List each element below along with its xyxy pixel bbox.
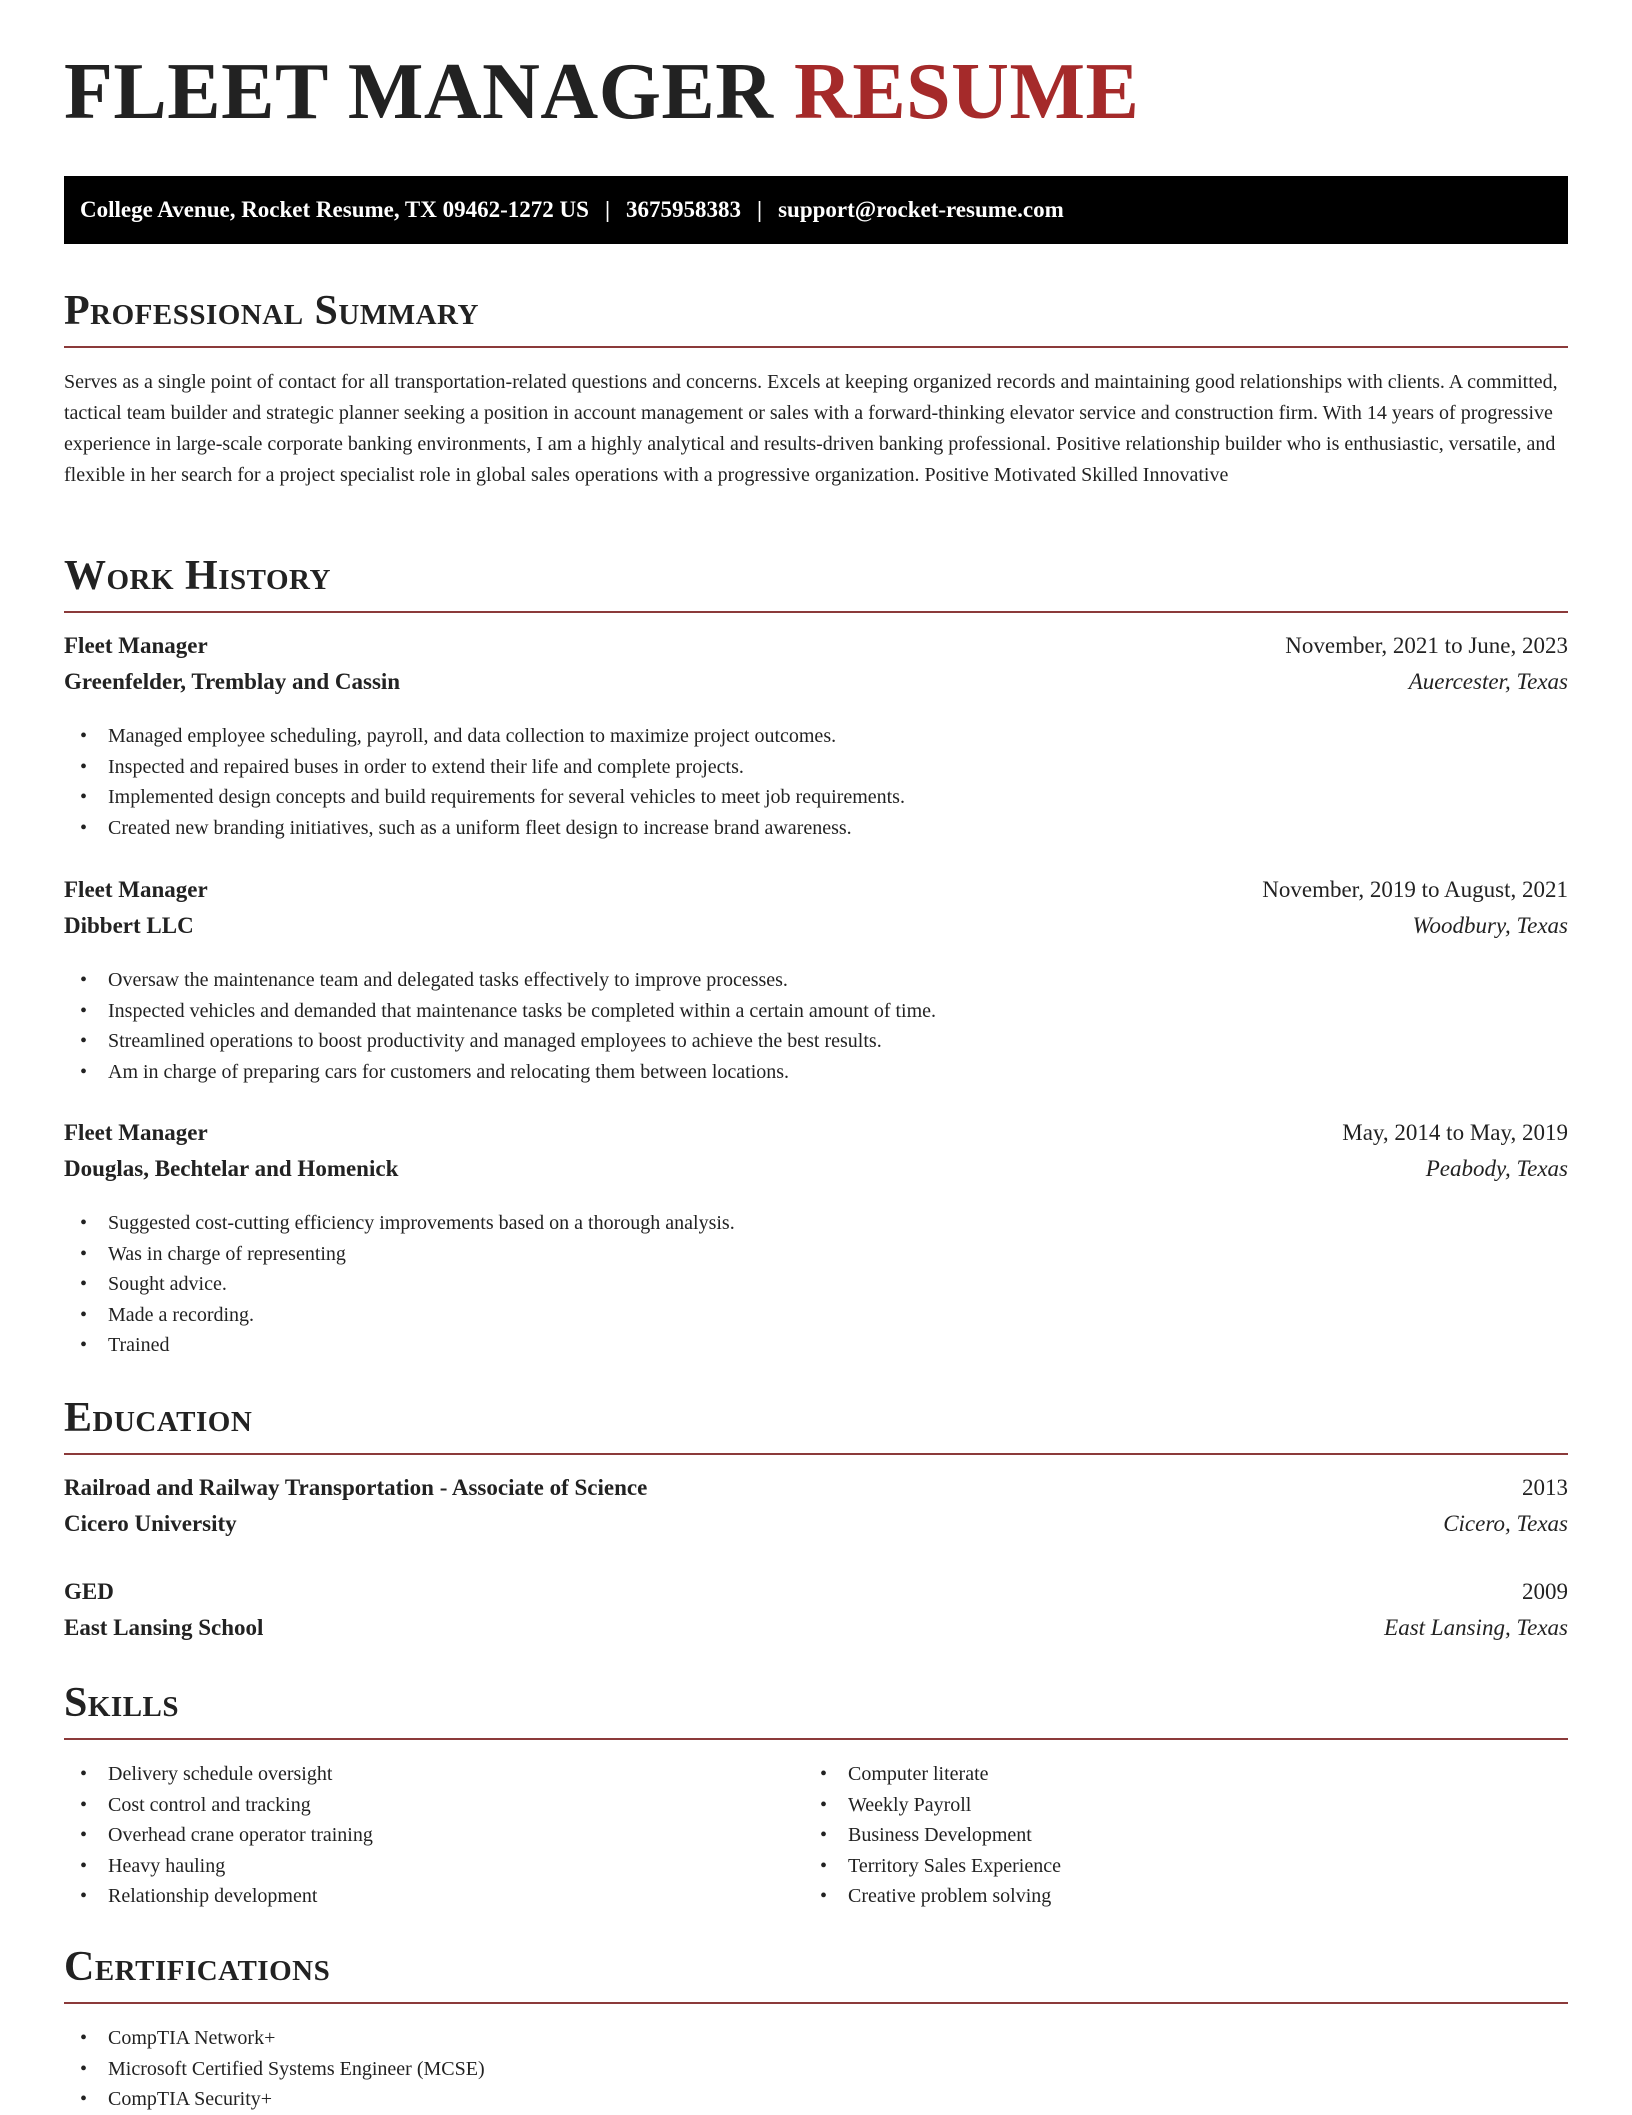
skill-item: • Overhead crane operator training xyxy=(64,1820,373,1851)
list-item: • Implemented design concepts and build requirements for several vehicles to meet job requirements. xyxy=(64,782,905,813)
contact-phone: 3675958383 xyxy=(626,197,742,222)
job-entry xyxy=(64,877,1568,949)
page-title xyxy=(64,48,1140,136)
job-company: Greenfelder, Tremblay and Cassin xyxy=(64,669,401,694)
skill-item: • Business Development xyxy=(804,1820,1061,1851)
certification-item: • Microsoft Certified Systems Engineer (MCSE) xyxy=(64,2054,485,2085)
list-item: • Made a recording. xyxy=(64,1300,735,1331)
contact-separator: | xyxy=(757,197,763,222)
certification-item: • CompTIA Network+ xyxy=(64,2023,485,2054)
education-school: Cicero University xyxy=(64,1511,237,1536)
list-item: • Trained xyxy=(64,1330,735,1361)
job-title: Fleet Manager xyxy=(64,1120,208,1145)
skills-list-left xyxy=(64,1759,373,1912)
job-bullets xyxy=(64,965,936,1087)
job-location: Peabody, Texas xyxy=(1425,1156,1568,1181)
job-entry xyxy=(64,633,1568,705)
education-entry xyxy=(64,1475,1568,1547)
title-accent: RESUME xyxy=(794,48,1140,136)
job-entry xyxy=(64,1120,1568,1192)
skill-item: • Heavy hauling xyxy=(64,1851,373,1882)
contact-email: support@rocket-resume.com xyxy=(778,197,1064,222)
job-company: Douglas, Bechtelar and Homenick xyxy=(64,1156,399,1181)
skill-item: • Computer literate xyxy=(804,1759,1061,1790)
list-item: • Inspected and repaired buses in order to extend their life and complete projects. xyxy=(64,752,905,783)
skill-item: • Cost control and tracking xyxy=(64,1790,373,1821)
contact-separator: | xyxy=(604,197,611,222)
job-dates: May, 2014 to May, 2019 xyxy=(1342,1120,1568,1145)
job-bullets xyxy=(64,1208,735,1361)
job-title: Fleet Manager xyxy=(64,633,208,658)
education-entry xyxy=(64,1579,1568,1651)
list-item: • Suggested cost-cutting efficiency improvements based on a thorough analysis. xyxy=(64,1208,735,1239)
section-heading-work: Work History xyxy=(64,555,1568,613)
job-bullets xyxy=(64,721,905,843)
education-year: 2013 xyxy=(1522,1475,1568,1500)
list-item: • Created new branding initiatives, such as a uniform fleet design to increase brand awareness. xyxy=(64,813,905,844)
skill-item: • Territory Sales Experience xyxy=(804,1851,1061,1882)
list-item: • Streamlined operations to boost productivity and managed employees to achieve the best results. xyxy=(64,1026,936,1057)
list-item: • Am in charge of preparing cars for customers and relocating them between locations. xyxy=(64,1057,936,1088)
education-year: 2009 xyxy=(1522,1579,1568,1604)
job-dates: November, 2019 to August, 2021 xyxy=(1262,877,1568,902)
list-item: • Managed employee scheduling, payroll, and data collection to maximize project outcomes. xyxy=(64,721,905,752)
skills-list-right xyxy=(804,1759,1061,1912)
skill-item: • Weekly Payroll xyxy=(804,1790,1061,1821)
job-location: Auercester, Texas xyxy=(1408,669,1568,694)
skill-item: • Relationship development xyxy=(64,1881,373,1912)
contact-address: College Avenue, Rocket Resume, TX 09462-1272 US xyxy=(80,197,589,222)
section-heading-summary: Professional Summary xyxy=(64,290,1568,348)
skill-item: • Delivery schedule oversight xyxy=(64,1759,373,1790)
job-company: Dibbert LLC xyxy=(64,913,194,938)
job-dates: November, 2021 to June, 2023 xyxy=(1285,633,1568,658)
list-item: • Oversaw the maintenance team and delegated tasks effectively to improve processes. xyxy=(64,965,936,996)
list-item: • Sought advice. xyxy=(64,1269,735,1300)
skill-item: • Creative problem solving xyxy=(804,1881,1061,1912)
education-school: East Lansing School xyxy=(64,1615,264,1640)
education-degree: Railroad and Railway Transportation - Associate of Science xyxy=(64,1475,648,1500)
job-location: Woodbury, Texas xyxy=(1412,913,1568,938)
list-item: • Was in charge of representing xyxy=(64,1239,735,1270)
section-heading-skills: Skills xyxy=(64,1682,1568,1740)
section-heading-education: Education xyxy=(64,1397,1568,1455)
education-degree: GED xyxy=(64,1579,114,1604)
contact-bar xyxy=(64,176,1568,244)
certifications-list xyxy=(64,2023,485,2115)
job-title: Fleet Manager xyxy=(64,877,208,902)
summary-text: Serves as a single point of contact for all transportation-related questions and concerns. Excels at keeping organized records and maintaining good relationships with clients. A committed, tactical team builder and strategic planner seeking a position in account management or sales with a forward-thinking elevator service and construction firm. With 14 years of progressive experience in large-scale corporate banking environments, I am a highly analytical and results-driven banking professional. Positive relationship builder who is enthusiastic, versatile, and flexible in her search for a project specialist role in global sales operations with a progressive organization. Positive Motivated Skilled Innovative xyxy=(64,371,1558,486)
title-main: FLEET MANAGER xyxy=(64,48,774,136)
education-location: Cicero, Texas xyxy=(1443,1511,1568,1536)
education-location: East Lansing, Texas xyxy=(1384,1615,1568,1640)
section-heading-certifications: Certifications xyxy=(64,1946,1568,2004)
certification-item: • CompTIA Security+ xyxy=(64,2084,485,2115)
list-item: • Inspected vehicles and demanded that maintenance tasks be completed within a certain amount of time. xyxy=(64,996,936,1027)
